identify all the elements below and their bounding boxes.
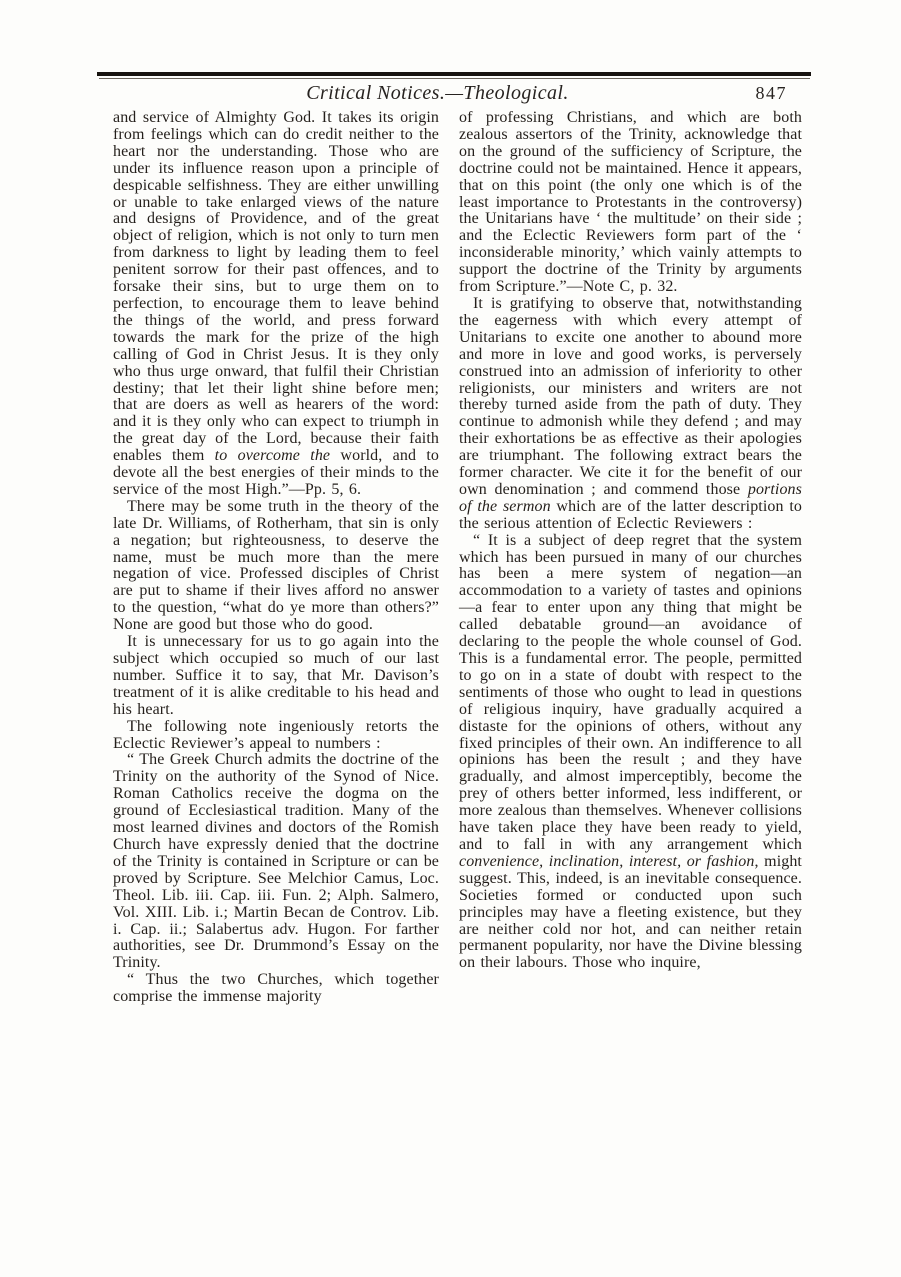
page-number: 847	[755, 83, 787, 103]
running-head-title: Critical Notices.—Theological.	[306, 82, 569, 104]
text-segment: “ It is a subject of deep regret that the system which has been pursued in many of our churches has been a mere system of negation—an accommodation to a variety of tastes and opinions—a fear to enter upon any thing that might be called debatable ground—an avoidance of declaring to the people the whole counsel of God. This is a fundamental error. The people, permitted to go on in a state of doubt with respect to the sentiments of those who ought to lead in questions of religious inquiry, have gradually acquired a distaste for the opinions of others, without any fixed principles of their own. An indifference to all opinions has been the result ; and they have gradually, and almost imperceptibly, become the prey of others better informed, less indifferent, or more zealous than themselves. Whenever collisions have taken place they have been ready to yield, and to fall in with any arrangement which	[459, 531, 802, 853]
italic-text-segment: to overcome the	[214, 447, 331, 465]
text-segment: world, and to devote all the best energies of their minds to the service of the most High.”—Pp. 5, 6.	[113, 447, 439, 498]
paragraph	[459, 296, 802, 533]
header-rule-thin	[99, 78, 810, 79]
text-block	[113, 110, 802, 1006]
text-segment: The following note ingeniously retorts the Eclectic Reviewer’s appeal to numbers :	[113, 717, 439, 752]
paragraph	[459, 110, 802, 296]
paragraph	[113, 499, 439, 634]
text-segment: of professing Christians, and which are both zealous assertors of the Trinity, acknowledge that on the ground of the sufficiency of Scripture, the doctrine could not be maintained. Hence it appears, that on this point (the only one which is of the least importance to Protestants in the controversy) the Unitarians have ‘ the multitude’ on their side ; and the Eclectic Reviewers form part of the ‘ inconsiderable minority,’ which vainly attempts to support the doctrine of the Trinity by arguments from Scripture.”—Note C, p. 32.	[459, 109, 802, 296]
text-segment: “ Thus the two Churches, which together comprise the immense majority	[113, 971, 439, 1006]
paragraph	[459, 533, 802, 973]
paragraph	[113, 972, 439, 1006]
italic-text-segment: convenience, inclination, interest, or fashion	[459, 852, 755, 870]
header-rule-thick	[97, 72, 811, 76]
text-segment: There may be some truth in the theory of the late Dr. Williams, of Rotherham, that sin is only a negation; but righteousness, to deserve the name, must be much more than the mere negation of vice. Professed disciples of Christ are put to shame if their lives afford no answer to the question, “what do ye more than others?” None are good but those who do good.	[113, 497, 439, 634]
text-segment: “ The Greek Church admits the doctrine of the Trinity on the authority of the Synod of Nice. Roman Catholics receive the dogma on the ground of Ecclesiastical tradition. Many of the most learned divines and doctors of the Romish Church have expressly denied that the doctrine of the Trinity is contained in Scripture or can be proved by Scripture. See Melchior Camus, Loc. Theol. Lib. iii. Cap. iii. Fun. 2; Alph. Salmero, Vol. XIII. Lib. i.; Martin Becan de Controv. Lib. i. Cap. ii.; Salabertus adv. Hugon. For farther authorities, see Dr. Drummond’s Essay on the Trinity.	[113, 751, 439, 972]
text-segment: , might suggest. This, indeed, is an inevitable consequence. Societies formed or conducted upon such principles may have a fleeting existence, but they are neither cold nor hot, and can neither retain permanent popularity, nor have the Divine blessing on their labours. Those who inquire,	[459, 852, 802, 972]
paragraph	[113, 752, 439, 972]
right-column	[459, 110, 802, 1006]
paragraph	[113, 719, 439, 753]
text-segment: and service of Almighty God. It takes its origin from feelings which can do credit neither to the heart nor the understanding. Those who are under its influence reason upon a principle of despicable selfishness. They are either unwilling or unable to take enlarged views of the nature and designs of Providence, and of the great object of religion, which is not only to turn men from darkness to light by leading them to feel penitent sorrow for their past offences, and to forsake their sins, but to urge them on to perfection, to encourage them to leave behind the things of the world, and press forward towards the mark for the prize of the high calling of God in Christ Jesus. It is they only who thus urge onward, that fulfil their Christian destiny; that let their light shine before men; that are doers as well as hearers of the word: and it is they only who can expect to triumph in the great day of the Lord, because their faith enables them	[113, 109, 439, 465]
italic-text-segment: portions of the sermon	[459, 480, 802, 515]
text-segment: It is unnecessary for us to go again into the subject which occupied so much of our last number. Suffice it to say, that Mr. Davison’s treatment of it is alike creditable to his head and his heart.	[113, 633, 439, 718]
text-segment: It is gratifying to observe that, notwithstanding the eagerness with which every attempt of Unitarians to excite one another to abound more and more in love and good works, is perversely construed into an admission of inferiority to other religionists, our ministers and writers are not thereby turned aside from the path of duty. They continue to admonish while they defend ; and may their exhortations be as effective as their apologies are triumphant. The following extract bears the former character. We cite it for the benefit of our own denomination ; and commend those	[459, 294, 802, 498]
paragraph	[113, 634, 439, 719]
left-column	[113, 110, 439, 1006]
paragraph	[113, 110, 439, 499]
text-segment: which are of the latter description to the serious attention of Eclectic Reviewers :	[459, 497, 802, 532]
